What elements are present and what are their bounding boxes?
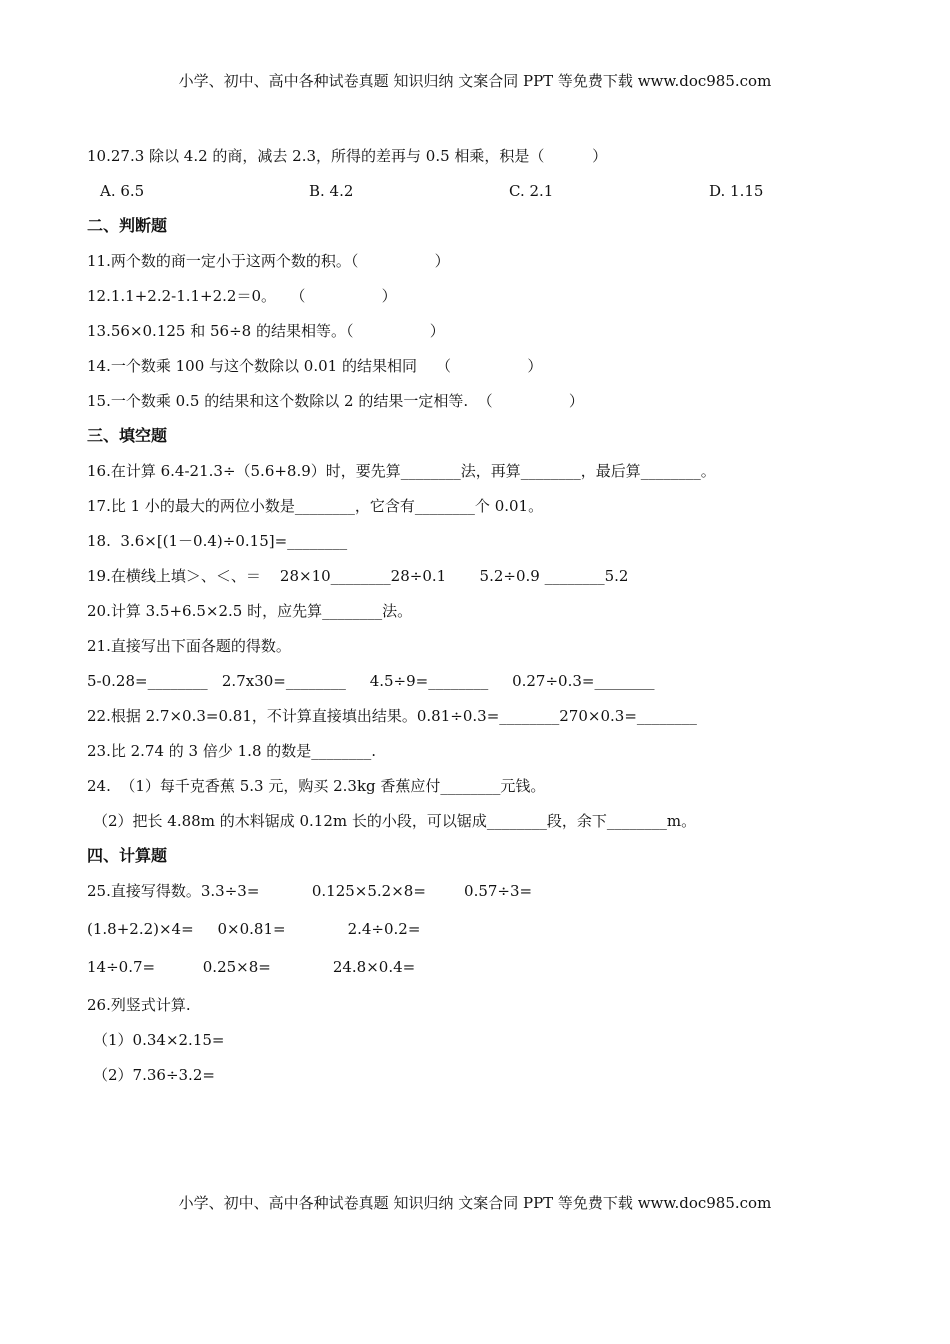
section-heading-judgment: 二、判断题 — [87, 216, 168, 235]
question-15: 15.一个数乘 0.5 的结果和这个数除以 2 的结果一定相等. （ ） — [87, 392, 584, 410]
question-25-row-2: (1.8+2.2)×4= 0×0.81= 2.4÷0.2= — [87, 920, 421, 938]
question-22: 22.根据 2.7×0.3=0.81，不计算直接填出结果。0.81÷0.3=________270×0.3=________ — [87, 707, 697, 725]
question-25-row-1: 25.直接写得数。3.3÷3= 0.125×5.2×8= 0.57÷3= — [87, 882, 533, 900]
question-17: 17.比 1 小的最大的两位小数是________，它含有________个 0.01。 — [87, 497, 544, 515]
document-body — [87, 146, 867, 1100]
question-10-options — [87, 181, 867, 216]
question-26-part-2: （2）7.36÷3.2= — [93, 1066, 215, 1084]
question-18: 18. 3.6×[(1－0.4)÷0.15]=________ — [87, 532, 348, 550]
question-26: 26.列竖式计算. — [87, 996, 191, 1014]
question-14: 14.一个数乘 100 与这个数除以 0.01 的结果相同 （ ） — [87, 357, 543, 375]
question-23: 23.比 2.74 的 3 倍少 1.8 的数是________. — [87, 742, 377, 760]
question-16: 16.在计算 6.4-21.3÷（5.6+8.9）时，要先算________法，再算________，最后算________。 — [87, 462, 716, 480]
option-a: A. 6.5 — [100, 182, 145, 200]
question-19: 19.在横线上填＞、＜、＝ 28×10________28÷0.1 5.2÷0.9 ________5.2 — [87, 567, 629, 585]
page-footer: 小学、初中、高中各种试卷真题 知识归纳 文案合同 PPT 等免费下载 www.doc985.com — [178, 1194, 772, 1212]
option-c: C. 2.1 — [509, 182, 554, 200]
question-21-items: 5-0.28=________ 2.7x30=________ 4.5÷9=________ 0.27÷0.3=________ — [87, 672, 655, 690]
question-13: 13.56×0.125 和 56÷8 的结果相等。（ ） — [87, 322, 445, 340]
question-12: 12.1.1+2.2-1.1+2.2＝0。 （ ） — [87, 287, 397, 305]
option-b: B. 4.2 — [309, 182, 354, 200]
question-10: 10.27.3 除以 4.2 的商，减去 2.3，所得的差再与 0.5 相乘，积是（ ） — [87, 147, 608, 165]
question-26-part-1: （1）0.34×2.15= — [93, 1031, 225, 1049]
question-21: 21.直接写出下面各题的得数。 — [87, 637, 291, 655]
question-25-row-3: 14÷0.7= 0.25×8= 24.8×0.4= — [87, 958, 416, 976]
question-24-part-2: （2）把长 4.88m 的木料锯成 0.12m 长的小段，可以锯成________段，余下________m。 — [93, 812, 697, 830]
section-heading-fill-in: 三、填空题 — [87, 426, 168, 445]
question-20: 20.计算 3.5+6.5×2.5 时，应先算________法。 — [87, 602, 413, 620]
section-heading-calculation: 四、计算题 — [87, 846, 168, 865]
option-d: D. 1.15 — [709, 182, 764, 200]
question-24-part-1: 24. （1）每千克香蕉 5.3 元，购买 2.3kg 香蕉应付________元钱。 — [87, 777, 546, 795]
page-header: 小学、初中、高中各种试卷真题 知识归纳 文案合同 PPT 等免费下载 www.doc985.com — [178, 72, 772, 90]
question-11: 11.两个数的商一定小于这两个数的积。（ ） — [87, 252, 450, 270]
